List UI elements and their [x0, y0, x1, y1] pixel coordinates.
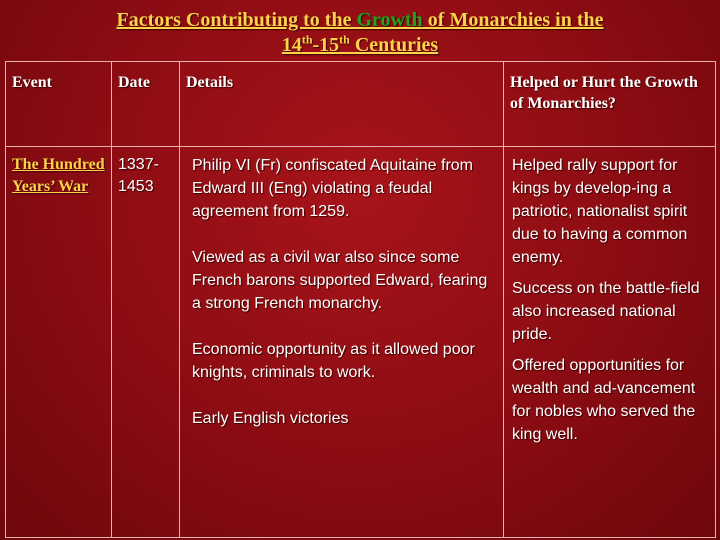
date-cell [112, 147, 180, 538]
effect-item: Success on the battle-field also increased national pride. [512, 280, 700, 343]
title-highlight: Growth [356, 9, 423, 31]
header-row [6, 62, 716, 147]
event-cell [6, 147, 112, 538]
header-details: Details [180, 62, 504, 147]
detail-item: Early English victories [192, 410, 349, 427]
slide-title [0, 8, 720, 58]
title-century-a: 14 [281, 34, 302, 56]
header-helped-or-hurt: Helped or Hurt the Growth of Monarchies? [504, 62, 716, 147]
effects-cell [504, 147, 716, 538]
title-sup-a: th [301, 32, 313, 47]
title-century-c: Centuries [349, 34, 439, 56]
detail-item: Economic opportunity as it allowed poor knights, criminals to work. [192, 341, 475, 381]
title-part2: of Monarchies in the [422, 9, 604, 31]
effect-item: Offered opportunities for wealth and ad-vancement for nobles who served the king well. [512, 357, 696, 443]
effect-item: Helped rally support for kings by develop-ing a patriotic, nationalist spirit due to having a common enemy. [512, 157, 688, 266]
detail-item: Philip VI (Fr) confiscated Aquitaine from Edward III (Eng) violating a feudal agreement from 1259. [192, 157, 474, 220]
date-value: 1337-1453 [118, 156, 159, 195]
event-link[interactable]: The Hundred Years’ War [12, 156, 105, 195]
header-event: Event [6, 62, 112, 147]
table-row [6, 147, 716, 538]
factors-table [5, 61, 716, 538]
header-date: Date [112, 62, 180, 147]
title-century-b: -15 [312, 34, 340, 56]
details-cell [180, 147, 504, 538]
title-part1: Factors Contributing to the [116, 9, 357, 31]
detail-item: Viewed as a civil war also since some French barons supported Edward, fearing a strong French monarchy. [192, 249, 488, 312]
title-sup-b: th [339, 32, 350, 47]
